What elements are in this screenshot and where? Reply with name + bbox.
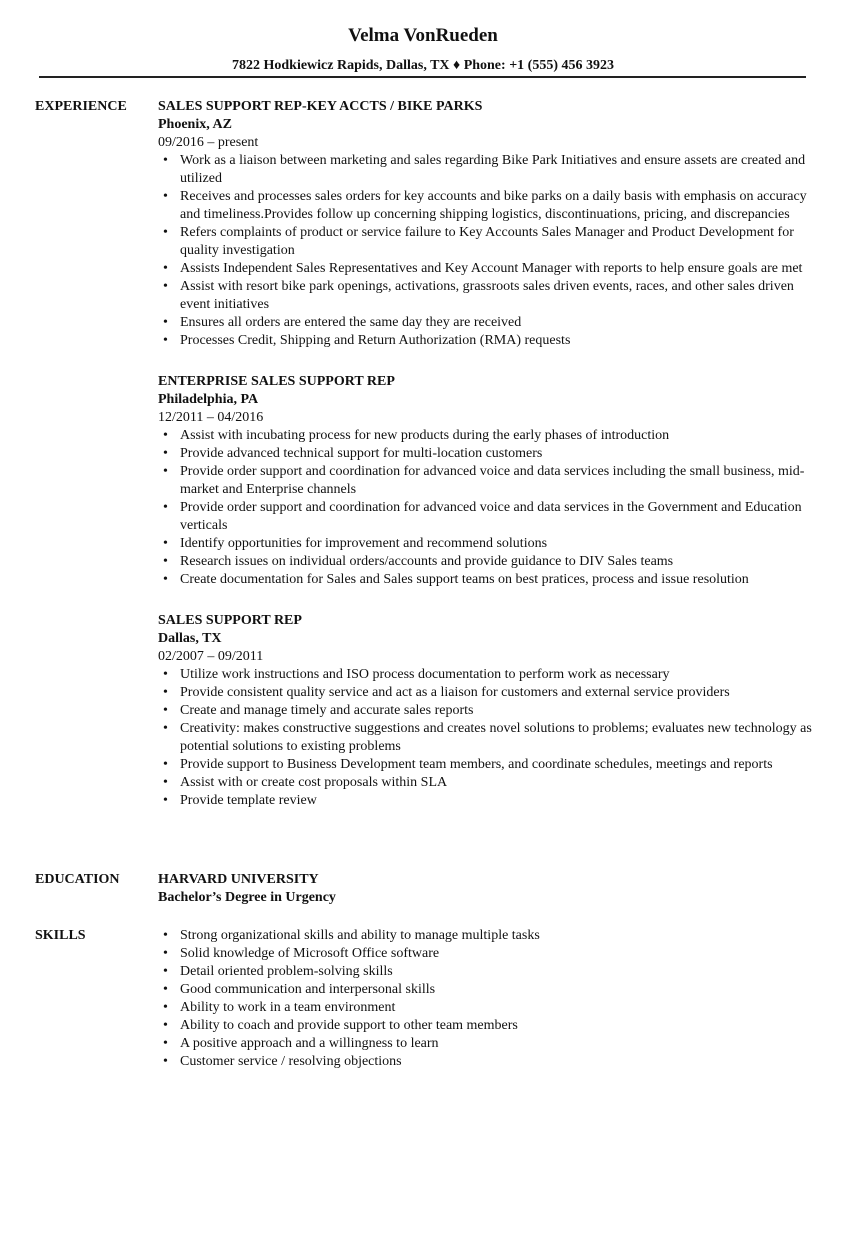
skill-item: • Good communication and interpersonal skills <box>158 981 818 999</box>
diamond-separator-icon: ♦ <box>453 58 461 73</box>
duty-item: • Assist with resort bike park openings, activations, grassroots sales driven events, races, and other sales driven event initiatives <box>158 278 818 314</box>
job-duties <box>158 152 818 350</box>
skill-item: • Strong organizational skills and ability to manage multiple tasks <box>158 927 818 945</box>
school-name: HARVARD UNIVERSITY <box>158 872 319 887</box>
duty-item: • Provide order support and coordination for advanced voice and data services in the Government and Education verticals <box>158 499 818 535</box>
resume-header <box>0 24 860 75</box>
skill-item: • Ability to coach and provide support to other team members <box>158 1017 818 1035</box>
job-entry <box>158 373 818 589</box>
duty-item: • Provide consistent quality service and act as a liaison for customers and external service providers <box>158 684 818 702</box>
job-location: Phoenix, AZ <box>158 117 232 132</box>
skill-item: • Detail oriented problem-solving skills <box>158 963 818 981</box>
skill-item: • Customer service / resolving objections <box>158 1053 818 1071</box>
job-entry <box>158 98 818 350</box>
skill-item: • Ability to work in a team environment <box>158 999 818 1017</box>
duty-item: • Provide support to Business Development team members, and coordinate schedules, meetings and reports <box>158 756 818 774</box>
phone-number: +1 (555) 456 3923 <box>509 58 614 73</box>
job-dates: 02/2007 – 09/2011 <box>158 649 264 664</box>
duty-item: • Assist with or create cost proposals within SLA <box>158 774 818 792</box>
duty-item: • Create and manage timely and accurate sales reports <box>158 702 818 720</box>
duty-item: • Create documentation for Sales and Sales support teams on best pratices, process and issue resolution <box>158 571 818 589</box>
skills-body <box>158 927 818 1071</box>
duty-item: • Work as a liaison between marketing and sales regarding Bike Park Initiatives and ensure assets are created and utilized <box>158 152 818 188</box>
contact-line <box>0 57 860 75</box>
address: 7822 Hodkiewicz Rapids, Dallas, TX <box>231 58 450 73</box>
duty-item: • Ensures all orders are entered the same day they are received <box>158 314 818 332</box>
job-entry <box>158 612 818 810</box>
degree: Bachelor’s Degree in Urgency <box>158 890 336 905</box>
duty-item: • Provide order support and coordination for advanced voice and data services including the small business, mid-market and Enterprise channels <box>158 463 818 499</box>
skills-list <box>158 927 818 1071</box>
job-duties <box>158 427 818 589</box>
experience-body <box>158 98 818 810</box>
education-heading: EDUCATION <box>35 872 120 887</box>
duty-item: • Identify opportunities for improvement and recommend solutions <box>158 535 818 553</box>
phone-label: Phone: <box>463 58 506 73</box>
skills-heading: SKILLS <box>35 928 86 943</box>
job-title: SALES SUPPORT REP <box>158 613 302 628</box>
duty-item: • Receives and processes sales orders for key accounts and bike parks on a daily basis with emphasis on accuracy and timeliness.Provides follow up concerning shipping logistics, discontinuations, pricing, and discrepancies <box>158 188 818 224</box>
duty-item: • Research issues on individual orders/accounts and provide guidance to DIV Sales teams <box>158 553 818 571</box>
job-location: Philadelphia, PA <box>158 392 259 407</box>
skill-item: • A positive approach and a willingness to learn <box>158 1035 818 1053</box>
job-title: SALES SUPPORT REP-KEY ACCTS / BIKE PARKS <box>158 99 483 114</box>
duty-item: • Processes Credit, Shipping and Return Authorization (RMA) requests <box>158 332 818 350</box>
job-title: ENTERPRISE SALES SUPPORT REP <box>158 374 395 389</box>
duty-item: • Utilize work instructions and ISO process documentation to perform work as necessary <box>158 666 818 684</box>
duty-item: • Creativity: makes constructive suggestions and creates novel solutions to problems; evaluates new technology as potential solutions to existing problems <box>158 720 818 756</box>
duty-item: • Refers complaints of product or service failure to Key Accounts Sales Manager and Product Development for quality investigation <box>158 224 818 260</box>
experience-heading: EXPERIENCE <box>35 99 127 114</box>
duty-item: • Provide advanced technical support for multi-location customers <box>158 445 818 463</box>
header-divider <box>39 76 806 78</box>
skill-item: • Solid knowledge of Microsoft Office software <box>158 945 818 963</box>
candidate-name: Velma VonRueden <box>348 25 498 46</box>
duty-item: • Assist with incubating process for new products during the early phases of introduction <box>158 427 818 445</box>
job-dates: 09/2016 – present <box>158 135 259 150</box>
duty-item: • Assists Independent Sales Representatives and Key Account Manager with reports to help ensure goals are met <box>158 260 818 278</box>
duty-item: • Provide template review <box>158 792 818 810</box>
education-body <box>158 871 818 907</box>
job-dates: 12/2011 – 04/2016 <box>158 410 264 425</box>
job-duties <box>158 666 818 810</box>
job-location: Dallas, TX <box>158 631 222 646</box>
